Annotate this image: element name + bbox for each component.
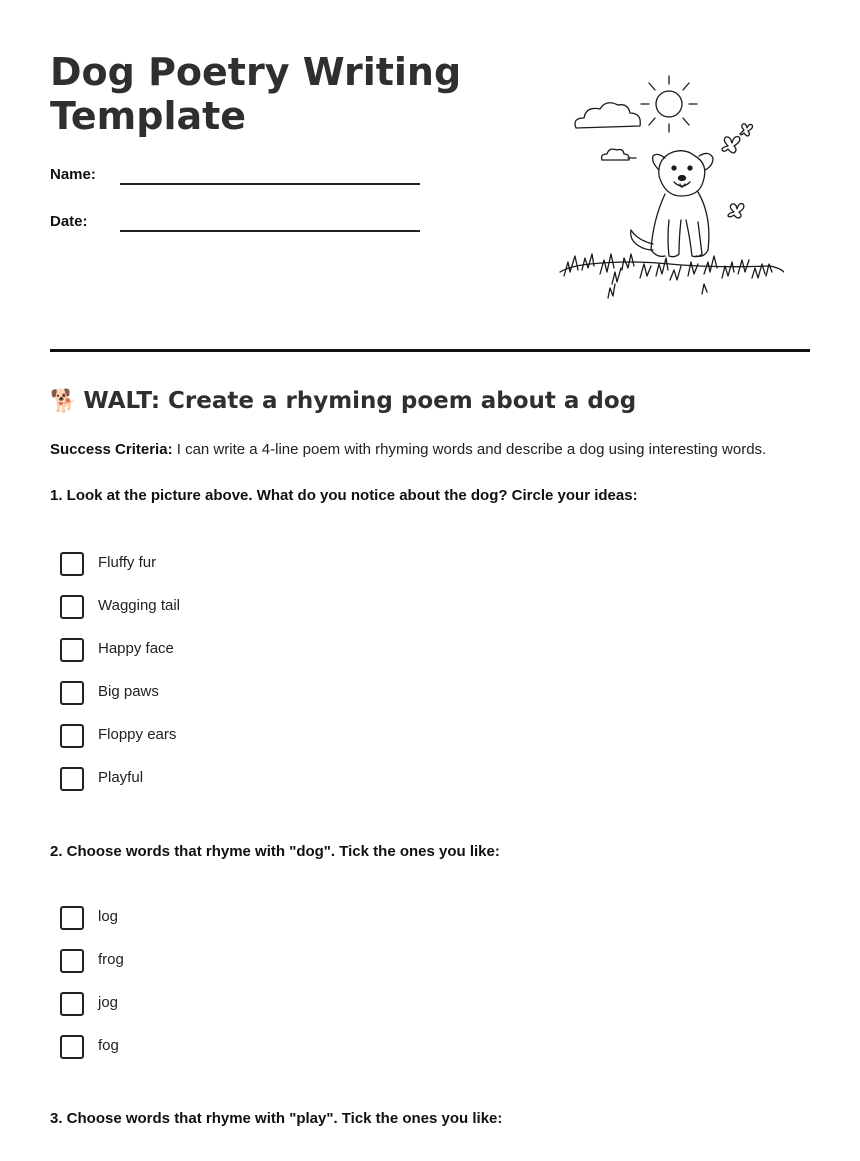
success-criteria-text: I can write a 4-line poem with rhyming words and describe a dog using interesting words.: [172, 441, 767, 458]
option-happy-face[interactable]: [60, 638, 460, 662]
checkbox[interactable]: [60, 949, 84, 973]
dog-illustration-icon: [552, 70, 784, 305]
butterfly-icon: [722, 124, 753, 218]
option-frog[interactable]: [60, 949, 460, 973]
checkbox[interactable]: [60, 595, 84, 619]
option-floppy-ears[interactable]: [60, 724, 460, 748]
question-1: 1. Look at the picture above. What do you notice about the dog? Circle your ideas:: [50, 487, 638, 504]
dog-icon: [631, 151, 713, 257]
sun-icon: [641, 76, 697, 132]
worksheet-title: Dog Poetry Writing Template: [50, 50, 462, 138]
question-2: 2. Choose words that rhyme with "dog". Tick the ones you like:: [50, 843, 500, 860]
checkbox[interactable]: [60, 906, 84, 930]
name-write-line[interactable]: [120, 183, 420, 185]
question-3: 3. Choose words that rhyme with "play". Tick the ones you like:: [50, 1110, 503, 1127]
date-label: Date:: [50, 213, 88, 230]
walt-text: WALT: Create a rhyming poem about a dog: [83, 388, 637, 414]
checkbox[interactable]: [60, 724, 84, 748]
option-label: Big paws: [98, 683, 159, 700]
checkbox[interactable]: [60, 992, 84, 1016]
option-label: log: [98, 908, 119, 925]
checkbox[interactable]: [60, 767, 84, 791]
success-criteria-label: Success Criteria:: [50, 441, 173, 458]
option-fog[interactable]: [60, 1035, 460, 1059]
checkbox[interactable]: [60, 638, 84, 662]
date-field[interactable]: [50, 213, 420, 237]
option-label: fog: [98, 1037, 119, 1054]
success-criteria: [50, 441, 766, 458]
option-playful[interactable]: [60, 767, 460, 791]
option-jog[interactable]: [60, 992, 460, 1016]
option-wagging-tail[interactable]: [60, 595, 460, 619]
date-write-line[interactable]: [120, 230, 420, 232]
name-field[interactable]: [50, 166, 420, 190]
option-fluffy-fur[interactable]: [60, 552, 460, 576]
walt-heading: [50, 388, 636, 414]
grass-icon: [560, 254, 784, 298]
dog-emoji-icon: 🐕: [50, 389, 78, 414]
section-divider: [50, 349, 810, 352]
option-label: Playful: [98, 769, 144, 786]
option-log[interactable]: [60, 906, 460, 930]
checkbox[interactable]: [60, 552, 84, 576]
option-label: Wagging tail: [98, 597, 180, 614]
checkbox[interactable]: [60, 1035, 84, 1059]
option-label: jog: [98, 994, 119, 1011]
cloud-icon: [575, 103, 640, 128]
option-label: Fluffy fur: [98, 554, 157, 571]
option-big-paws[interactable]: [60, 681, 460, 705]
small-cloud-icon: [602, 149, 636, 160]
option-label: Floppy ears: [98, 726, 177, 743]
option-label: Happy face: [98, 640, 174, 657]
name-label: Name:: [50, 166, 96, 183]
option-label: frog: [98, 951, 124, 968]
checkbox[interactable]: [60, 681, 84, 705]
